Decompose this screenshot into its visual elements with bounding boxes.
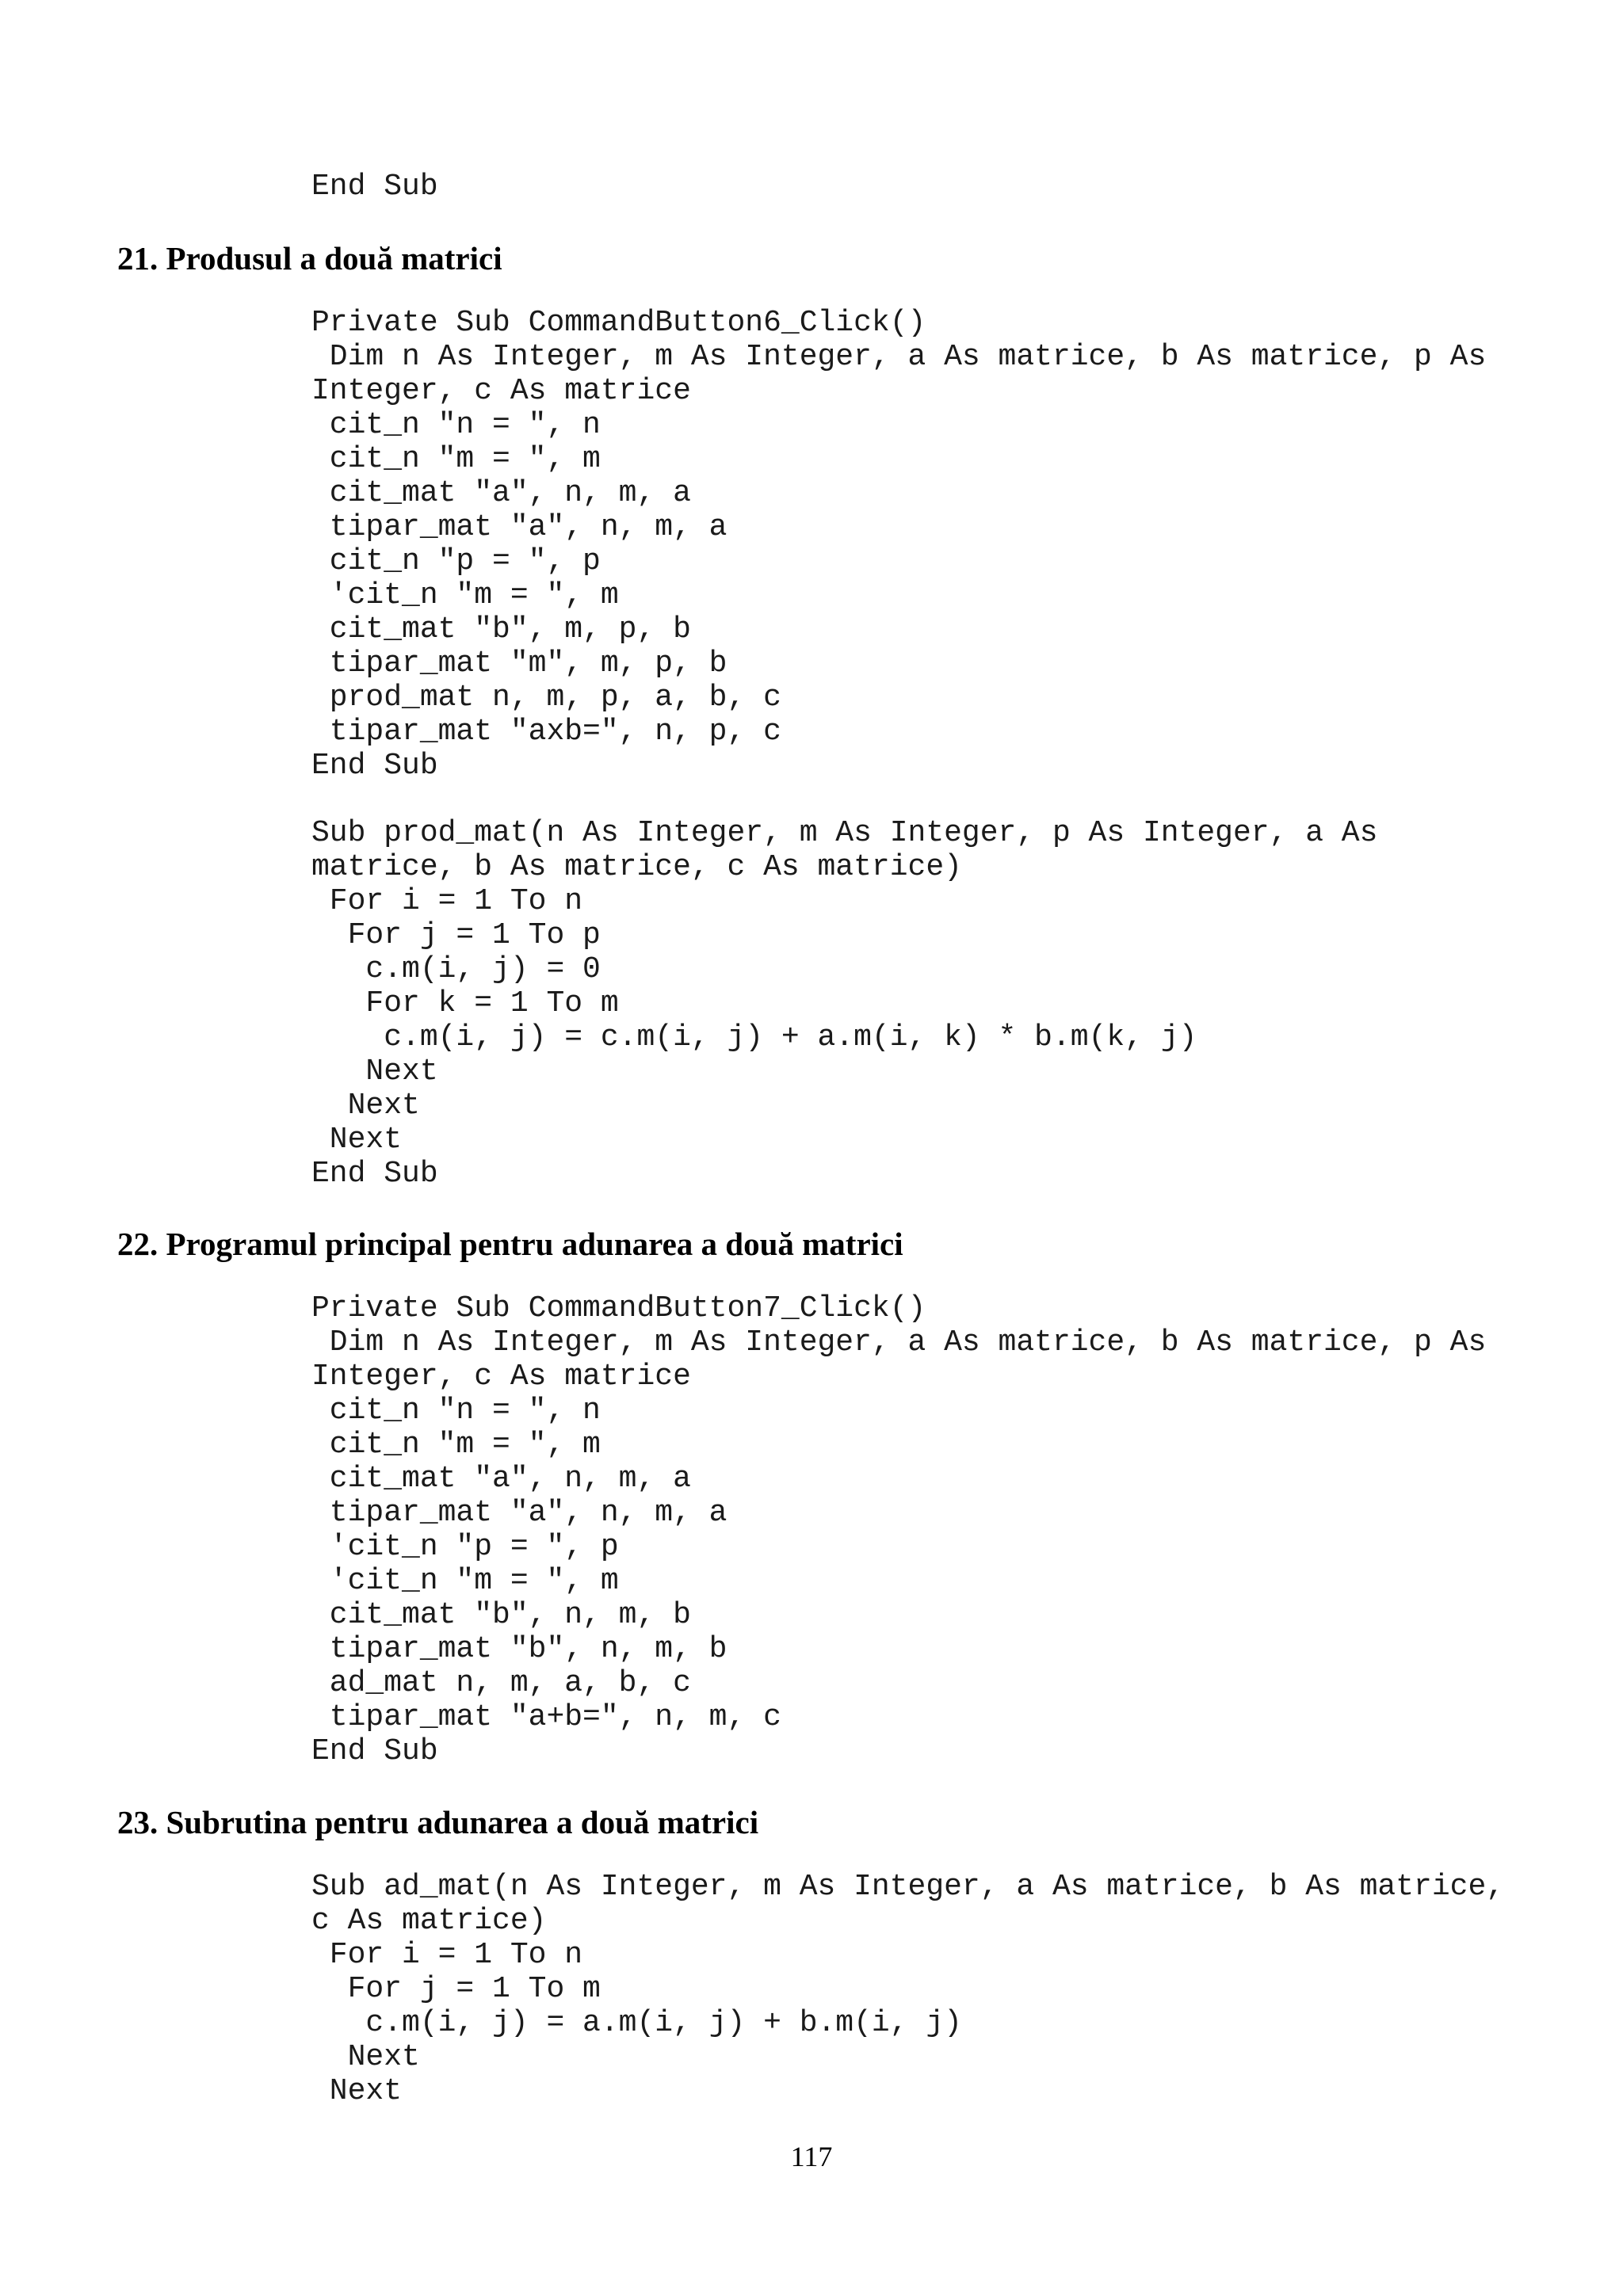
code-block-prod-mat: Sub prod_mat(n As Integer, m As Integer, p As Integer, a As matrice, b As matrice, c As matrice) For i = 1 To n For j = 1 To p c.m(i, j) = 0 For k = 1 To m c.m(i, j) = c.m(i, j) + a.m(i, k) * b.m(k, j) Next Next Next End Sub [311, 816, 1378, 1191]
code-block-end-sub: End Sub [311, 170, 438, 204]
code-block-commandbutton7: Private Sub CommandButton7_Click() Dim n As Integer, m As Integer, a As matrice, b As matrice, p As Integer, c As matrice cit_n "n = ", n cit_n "m = ", m cit_mat "a", n, m, a tipar_mat "a", n, m, a 'cit_n "p = ", p 'cit_n "m = ", m cit_mat "b", n, m, b tipar_mat "b", n, m, b ad_mat n, m, a, b, c tipar_mat "a+b=", n, m, c End Sub [311, 1291, 1487, 1768]
section-heading-21: 21. Produsul a două matrici [117, 240, 502, 277]
code-block-ad-mat: Sub ad_mat(n As Integer, m As Integer, a As matrice, b As matrice, c As matrice) For i = 1 To n For j = 1 To m c.m(i, j) = a.m(i, j) + b.m(i, j) Next Next [311, 1870, 1505, 2108]
section-heading-22: 22. Programul principal pentru adunarea a două matrici [117, 1226, 903, 1262]
section-heading-23: 23. Subrutina pentru adunarea a două matrici [117, 1804, 759, 1840]
code-block-commandbutton6: Private Sub CommandButton6_Click() Dim n As Integer, m As Integer, a As matrice, b As matrice, p As Integer, c As matrice cit_n "n = ", n cit_n "m = ", m cit_mat "a", n, m, a tipar_mat "a", n, m, a cit_n "p = ", p 'cit_n "m = ", m cit_mat "b", m, p, b tipar_mat "m", m, p, b prod_mat n, m, p, a, b, c tipar_mat "axb=", n, p, c End Sub [311, 306, 1487, 783]
page-number: 117 [790, 2141, 833, 2172]
